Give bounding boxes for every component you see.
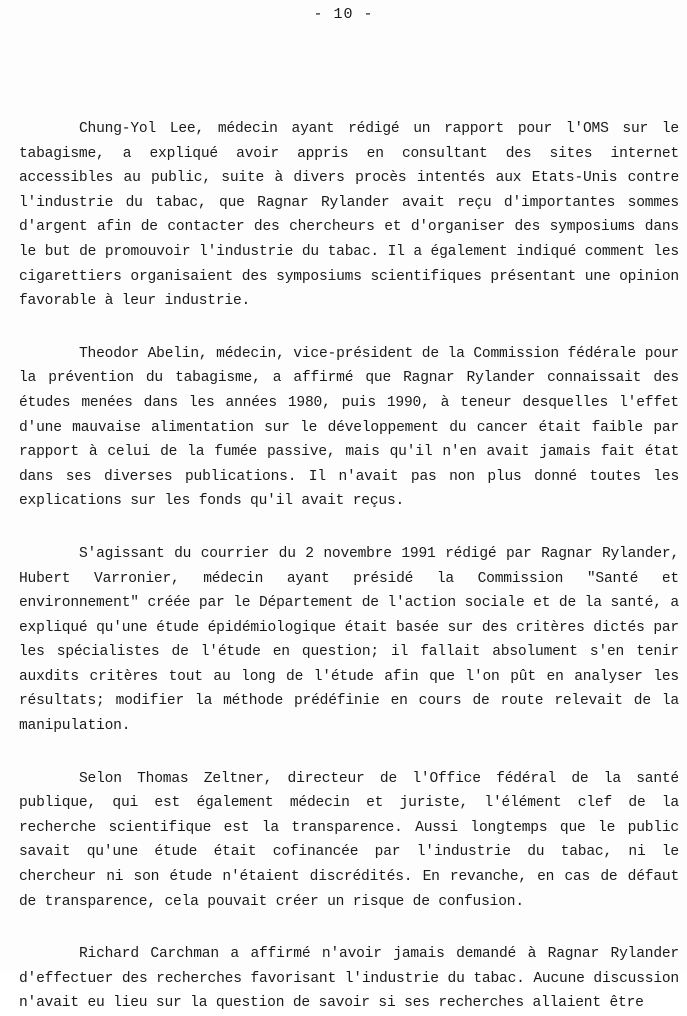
page-number: - 10 - bbox=[313, 6, 374, 23]
paragraph-theodor-abelin: Theodor Abelin, médecin, vice-président de la Commission fédérale pour la prévention du tabagisme, a affirmé que Ragnar Rylander connaissait des études menées dans les années 1980, puis 1990, à teneur desquelles l'effet d'une mauvaise alimentation sur le développement du cancer était faible par rapport à celui de la fumée passive, mais qu'il n'en avait jamais fait état dans ses diverses publications. Il n'avait pas non plus donné toutes les explications sur les fonds qu'il avait reçus. bbox=[19, 345, 679, 510]
paragraph-chung-yol-lee: Chung-Yol Lee, médecin ayant rédigé un rapport pour l'OMS sur le tabagisme, a expliqué avoir appris en consultant des sites internet accessibles au public, suite à divers procès intentés aux Etats-Unis contre l'industrie du tabac, que Ragnar Rylander avait reçu d'importantes sommes d'argent afin de contacter des chercheurs et d'organiser des symposiums dans le but de promouvoir l'industrie du tabac. Il a également indiqué comment les cigarettiers organisaient des symposiums scientifiques présentant une opinion favorable à leur industrie. bbox=[19, 121, 679, 310]
paragraph-thomas-zeltner: Selon Thomas Zeltner, directeur de l'Office fédéral de la santé publique, qui est également médecin et juriste, l'élément clef de la recherche scientifique est la transparence. Aussi longtemps que le public savait qu'une étude était cofinancée par l'industrie du tabac, ni le chercheur ni son étude n'étaient discrédités. En revanche, en cas de défaut de transparence, cela pouvait créer un risque de confusion. bbox=[19, 770, 679, 910]
paragraph-richard-carchman: Richard Carchman a affirmé n'avoir jamais demandé à Ragnar Rylander d'effectuer des recherches favorisant l'industrie du tabac. Aucune discussion n'avait eu lieu sur la question de savoir si ses recherches allaient être bbox=[19, 946, 679, 1012]
document-body bbox=[19, 117, 679, 1016]
paragraph-hubert-varronier: S'agissant du courrier du 2 novembre 1991 rédigé par Ragnar Rylander, Hubert Varronier, médecin ayant présidé la Commission "Santé et environnement" créée par le Département de l'action sociale et de la santé, a expliqué qu'une étude épidémiologique était basée sur des critères dictés par les spécialistes de l'étude en question; il fallait absolument s'en tenir auxdits critères tout au long de l'étude afin que l'on pût en analyser les résultats; modifier la méthode prédéfinie en cours de route relevait de la manipulation. bbox=[19, 545, 679, 735]
